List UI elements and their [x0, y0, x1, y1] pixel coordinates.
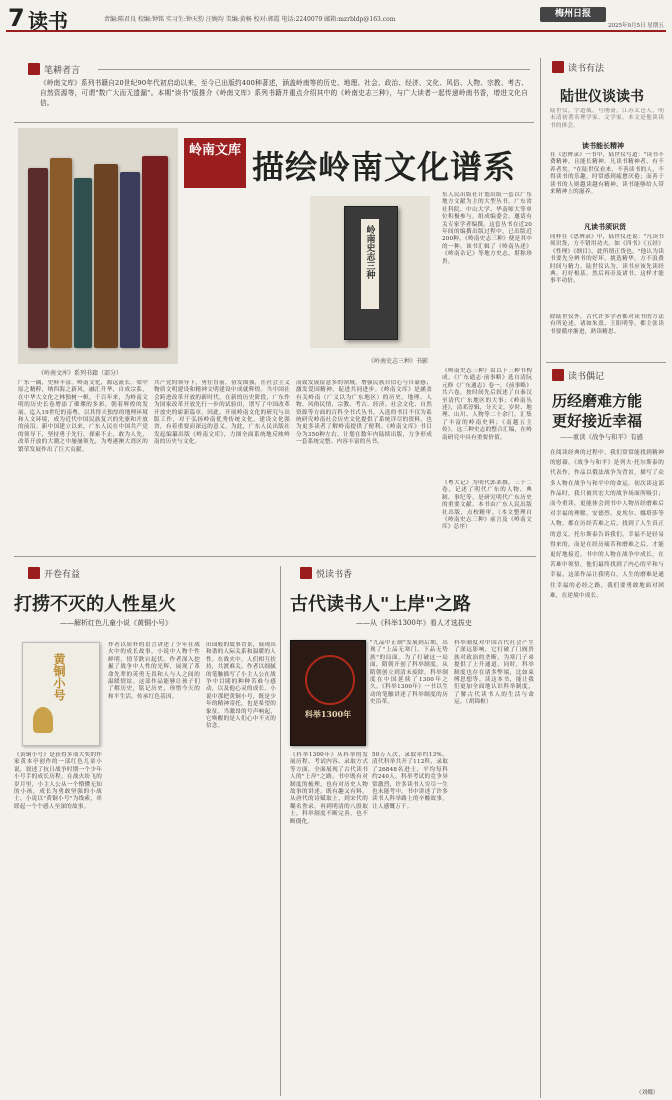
sidebar-text-3: 除陆世仪外，古代许多学者都对读书的方法有所论述，诸如朱熹、王阳明等，都主张读书要循序渐进，熟读精思。 — [550, 314, 664, 335]
feature-intro: 《岭南文库》系列书籍自20世纪90年代初启动以来，至今已出版约400种著述，涵盖岭南等的历史、地理、社会、政治、经济、文化、风俗、人物、宗教、考古、自然资源等，可谓"数广大而无遗漏"。本期"读书"版推介《岭南文库》系列书籍并重点介绍其中的《岭南史志三种》，与广大读者一起传递岭南书香，增进文化自信。 — [40, 79, 528, 107]
bl-book-cover — [22, 642, 100, 746]
book-cover-label: 岭南史志三种 — [361, 219, 379, 309]
tag-kaijuan: 开卷有益 — [28, 566, 80, 580]
bl-subtitle: ——解析红色儿童小说《黄铜小号》 — [60, 619, 172, 627]
sidebar-text-1: 在《思辨录》一书中，陆世仪写道："读书不费精神，且能长精神。凡读书精神者，有不养者矣。"在陆世仪看来，不善读书的人，不得读书的乐趣，时常感到疲惫厌倦；而善于读书的人则越读越有精神，读书能够给人带来精神上的滋养。 — [550, 152, 664, 196]
bl-title: 打捞不灭的人性星火 — [14, 594, 176, 615]
tag-icon — [28, 567, 40, 579]
book-cover — [344, 206, 398, 340]
br-book-cover — [290, 640, 366, 746]
tag-bijing: 笔耕者言 — [28, 62, 80, 76]
sidebar-title-2a: 历经磨难方能 — [552, 392, 643, 410]
br-subtitle: ——从《科举1300年》看人才选拔史 — [356, 619, 472, 627]
br-book-cover-title: 科举1300年 — [304, 709, 352, 719]
article-col4: 东人民出版社计划出版一套以广东地方文献为主的大型丛书，广东省社科院、中山大学、华南师大等单位积极参与，组成编委会，邀请有关专家学者编撰。这套丛书在近20年间的编撰出版过程中，已出版近200种。《岭南史志三种》便是其中的一种。该书汇辑了《岭南丛述》《岭南杂记》等地方史志，堪称珍贵。 — [442, 192, 532, 265]
article-col1: 广东一隅，史料丰富。岭南文化，源远流长。梁中原之精粹，纳四海之新风，融汇升华，自成宗系，在中华大文化之林独树一帜。千百年来，为岭南文明的历史长卷增添了璀璨的多彩，朝着辉煌的发展。迄入19世纪的南粤，以其得天独厚的地理环境和人文环境，成为近代中国民族复兴的先驱和开放的前沿。新中国建立以来，广东人民在中国共产党的领导下，坚持勇于先行，探索不止，敢为人先，改革开放的大潮之中屡屡领先，为粤港澳大湾区的繁荣发展作出了巨大贡献。 — [18, 380, 148, 453]
bl-text-a: 《黄铜小号》是获得多项大奖的作家黄本亭创作的一部红色儿童小说，叙述了抗日战争时期一个少年小号手的成长历程。在战火纷飞的岁月里，小主人公从一个懵懂无知的小孩，成长为勇敢坚强的小战士。小说以"黄铜小号"为线索，串联起一个个感人至深的故事。 — [14, 752, 102, 810]
bl-text-c: 田园般的故事背景，展现出和谐的人际关系和温暖的人性。在战火中，人们相互扶持，共渡难关。作者以细腻的笔触描写了小主人公在战争中目睹的种种苦难与感动，以及他心灵的成长。小说中那把黄铜小号，既是少年的精神寄托，也是希望的象征。当激昂的号声响起，它唤醒的是人们心中不灭的信念。 — [206, 642, 276, 730]
sidebar-text-2: 同样在《思辨录》中，陆世仪还说："凡读书须识货，方不错用功夫。如《四书》《五经》《性理》《纲目》，此所谓正货也。"他认为读书要先分辨书的好坏，挑选精华，方不浪费时间与精力。陆世仪认为，读书应该先读经典，打好根基，然后再旁及诸书，这样才能事半功倍。 — [550, 234, 664, 285]
staff-line: 责编:陈君良 校编:钟铭 实习生:钟天豹 汪婉均 美编:黄畅 校对:郭霞 电话:2240079 邮箱:mzrbldp@163.com — [104, 16, 396, 23]
sidebar-sub-1: 读书能长精神 — [582, 141, 624, 150]
sidebar-text-4: 在阅读经典的过程中，我们常常能找到精神的慰藉。《战争与和平》是列夫·托尔斯泰的代表作，作品以俄法战争为背景，描写了众多人物在战争与和平中的命运。初次读这部作品时，我只被其宏大的战争场面所吸引；而今重读，更能体会到书中人物历经磨难后对幸福的理解。安德烈、皮埃尔、娜塔莎等人物，都在历经苦难之后，找到了人生真正的意义。托尔斯泰告诉我们，幸福不是轻易得来的，而是在经历痛苦和磨难之后，才能更好地接近。书中的人物在战争中成长，在苦难中领悟，他们最终找到了内心的平和与幸福。这部作品让我明白，人生的磨难是通往幸福的必经之路，我们要勇敢地面对困难，在逆境中成长。 — [550, 450, 664, 599]
tag-dushu-ouji: 读书偶记 — [552, 368, 604, 382]
br-text-c: 50万人次，录取率约13%。清代科举共开了112科，录取了26848名进士，平均每科约240人。科举考试的竞争异常激烈，许多读书人穷尽一生也未能考中。书中讲述了许多读书人科举路上的辛酸故事，让人感慨万千。 — [372, 752, 448, 810]
br-title: 古代读书人"上岸"之路 — [290, 594, 471, 615]
caption-right: 《岭南史志三种》书影 — [368, 358, 429, 365]
article-col2: 共产党的领导下，勇往直前，奋发图强，在社会主义物质文明建设和精神文明建设中成就辉煌。当中国社会跨进改革开放的新时代，在新的历史阶段，广东作为国家改革开放先行一步的试验田，谱写了中国改革开放史的崭新篇章。因此，开展岭南文化的研究与出版工作，对于弘扬岭南优秀传统文化，建设文化强省，有着重要而深远的意义。为此，广东人民出版社发起编纂出版《岭南文库》，力图全面系统地反映岭南的历史与文化。 — [154, 380, 290, 446]
br-text-a: "九品中正制"发展到后期，出现了"上品无寒门，下品无势族"的局面。为了打破这一局面，隋朝开创了科举制度。从隋朝创立到清末废除，科举制度在中国延续了1300年之久。《科举1300年》一书以生动的笔触讲述了科举制度的历史沿革。 — [370, 640, 448, 706]
tag-icon — [552, 369, 564, 381]
article-col5: 《岭南史志三种》由以下三种书构成。《广东通志·前事略》选自清阮元修《广东通志》卷一，《前事略》共六卷，按时间先后叙述了自秦汉至清代广东地区的大事；《岭南丛述》，清邓淳辑，分天文、岁时、地理、山川、人物等二十余门，汇集了丰富的岭南史料；《南越五主传》。这三种史志的整合汇编，在岭南研究中具有重要价值。 — [442, 368, 532, 441]
bl-text-d — [206, 1094, 207, 1095]
sidebar-signature: （刘娜） — [636, 1090, 659, 1096]
article-col3: 而致发展留意多的领域，增强民族自信心与自豪感；激发爱国精神，促进共同进步。《岭南文库》是涵盖有关岭南（广义以为广东地区）的历史、地理、人物、风俗民情、宗教、考古、经济、社会文化、自然资源等方面的百科全书式丛书。入选的书目不仅为系统研究岭南社会历史文化提供了系统详尽的资料，也为更多读者了解岭南提供了便利。《岭南文库》书目分为350种左右，计划在数年内陆续出版，力争形成一套系统完整、内容丰富的丛书。 — [296, 380, 432, 446]
tag-icon — [28, 63, 40, 75]
bl-text-b: 作者以质朴的语言讲述了少年在战火中的成长故事，小说中人物个性鲜明，情节跌宕起伏。作者深入挖掘了战争中人性的光辉，展现了革命先辈的英勇无畏和人与人之间的温暖情谊。这部作品能够让孩子们了解历史，铭记历史，珍惜今天的和平生活，传承红色基因。 — [108, 642, 200, 700]
tag-icon — [552, 61, 564, 73]
books-photo — [18, 128, 178, 364]
section-title: 读书 — [28, 9, 68, 33]
sidebar-subtitle-2: ——重读《战争与和平》有感 — [560, 433, 644, 441]
title-badge: 岭南文库 — [184, 138, 246, 188]
tag-dushu-youfa: 读书有法 — [552, 60, 604, 74]
caption-left: 《岭南文库》系列书籍（部分） — [38, 370, 123, 377]
sidebar-intro-1: 陆世仪，字道威，号刚斋，江苏太仓人，明末清初著名理学家、文学家。本文是他谈读书的体会。 — [550, 108, 664, 129]
sidebar-title-2b: 更好接近幸福 — [552, 412, 643, 430]
paper-logo: 梅州日报 — [540, 7, 606, 22]
sidebar-sub-2: 凡读书须识货 — [584, 222, 626, 231]
article-col6: 《粤大记》为明代郭棐撰，三十二卷，记述了明代广东的人物、典制、事纪等，是研究明代广东历史的重要文献。本书由广东人民出版社出版，点校精审。（本文整理自《岭南史志三种》前言及《岭南文库》总序） — [442, 480, 532, 531]
tag-icon — [300, 567, 312, 579]
br-text-b: 《科举1300年》从科举的发展历程、考试内容、录取方式等方面，全面展现了古代读书人的"上岸"之路。书中既有对制度的梳理，也有对历史人物故事的讲述，既有趣又有料。从唐代的诗赋取士，到宋代的糊名誊录，再到明清的八股取士，科举制度不断完善，也不断僵化。 — [290, 752, 368, 825]
page-header — [6, 4, 666, 32]
feature-title: 描绘岭南文化谱系 — [252, 148, 517, 186]
issue-date: 2025年9月5日 星期五 — [608, 23, 664, 29]
sidebar-title-1: 陆世仪谈读书 — [560, 89, 644, 105]
book-photo-right — [310, 196, 430, 348]
page-number: 7 — [8, 4, 25, 32]
bl-book-cover-title: 黄铜小号 — [52, 653, 66, 701]
tag-yuedu: 悦读书香 — [300, 566, 352, 580]
br-text-d: 科举制度对中国古代社会产生了深远影响，它打破了门阀贵族对政治的垄断，为寒门子弟提供了上升通道。同时，科举制度也存在诸多弊端，比如束缚思想等。读这本书，能让我们更加全面地认识科举制度，了解古代读书人的生活与命运。（胡锦枢） — [454, 640, 534, 706]
